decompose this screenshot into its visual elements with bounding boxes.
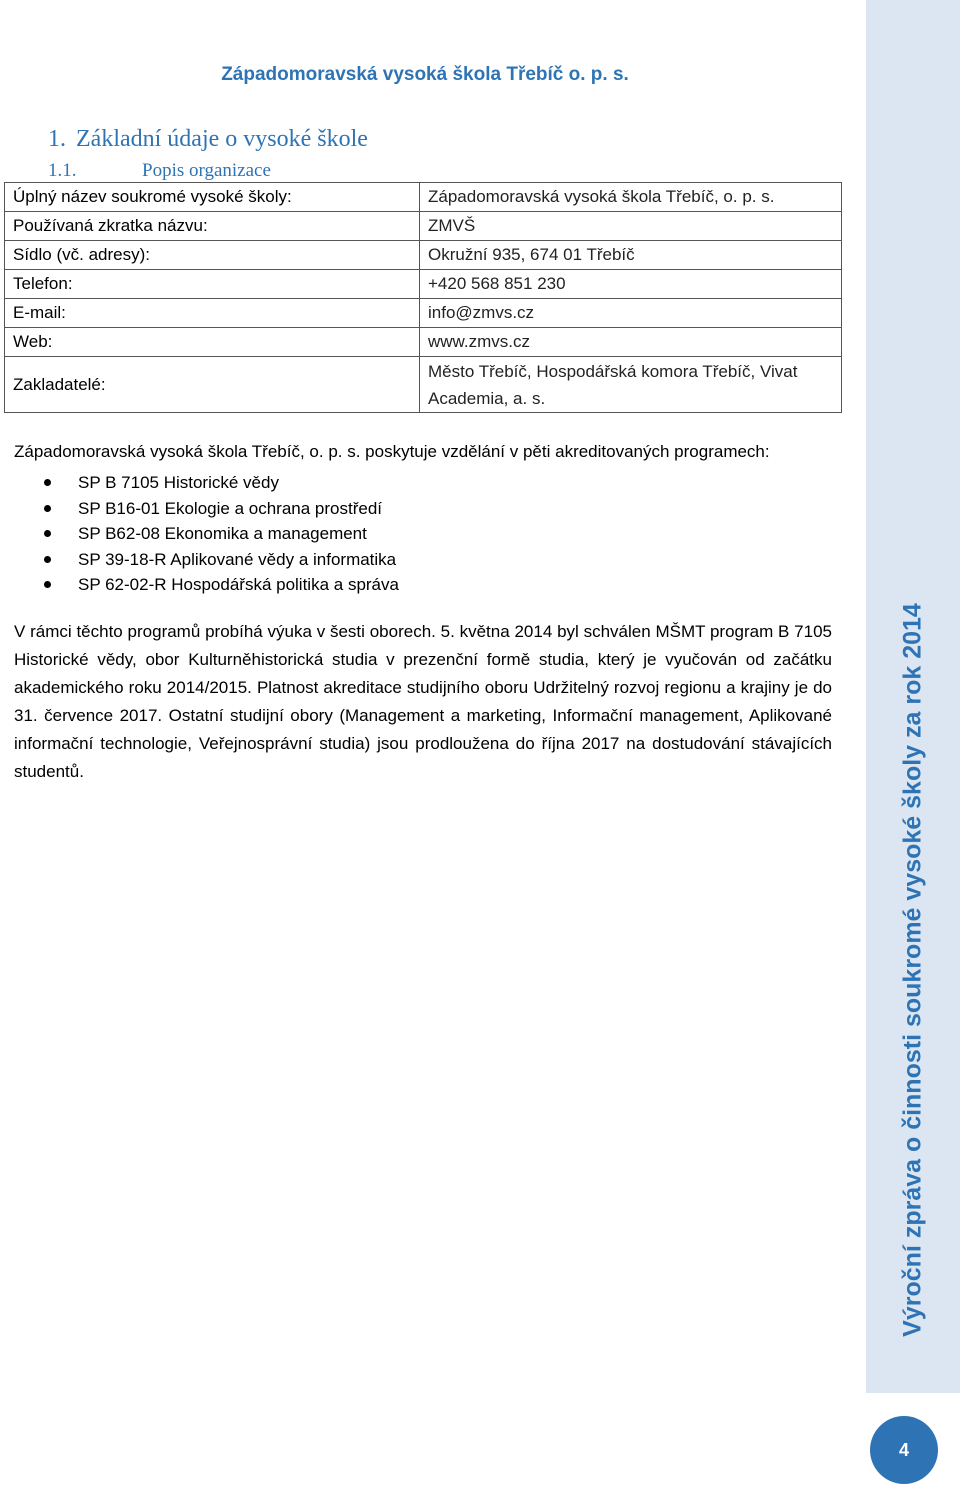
list-item [40,572,399,598]
program-label: SP 62-02-R Hospodářská politika a správa [78,575,399,594]
body-paragraph: V rámci těchto programů probíhá výuka v šesti oborech. 5. května 2014 byl schválen MŠMT program B 7105 Historické vědy, obor Kulturněhistorická studia v prezenční formě studia, který je vyučován od začátku akademického roku 2014/2015. Platnost akreditace studijního oboru Udržitelný rozvoj regionu a krajiny je do 31. července 2017. Ostatní studijní obory (Management a marketing, Informační management, Aplikované informační technologie, Veřejnosprávní studia) jsou prodloužena do října 2017 na dostudování stávajících studentů. [14,622,832,781]
program-label: SP B 7105 Historické vědy [78,473,279,492]
row-value: www.zmvs.cz [420,328,842,357]
bullet-icon [44,479,51,486]
table-row [5,183,842,212]
section-title: Základní údaje o vysoké škole [76,126,368,152]
table-row [5,328,842,357]
intro-text: Západomoravská vysoká škola Třebíč, o. p. s. poskytuje vzdělání v pěti akreditovaných programech: [14,442,770,461]
table-row [5,299,842,328]
row-value: Město Třebíč, Hospodářská komora Třebíč, Vivat Academia, a. s. [420,357,842,413]
bullet-icon [44,581,51,588]
subsection-number: 1.1. [48,160,77,181]
row-label: E-mail: [5,299,420,328]
table-row [5,270,842,299]
row-label: Zakladatelé: [5,357,420,413]
info-table [4,182,842,413]
row-label: Úplný název soukromé vysoké školy: [5,183,420,212]
section-heading [48,126,368,153]
page-number: 4 [870,1416,938,1484]
program-list [40,470,399,598]
table-row [5,241,842,270]
list-item [40,470,399,496]
subsection-title: Popis organizace [142,160,271,181]
bullet-icon [44,556,51,563]
row-value: info@zmvs.cz [420,299,842,328]
row-value: Západomoravská vysoká škola Třebíč, o. p. s. [420,183,842,212]
section-number: 1. [48,126,66,152]
row-label: Sídlo (vč. adresy): [5,241,420,270]
bullet-icon [44,505,51,512]
list-item [40,496,399,522]
row-label: Telefon: [5,270,420,299]
sidebar-title: Výroční zpráva o činnosti soukromé vysoké školy za rok 2014 [898,603,927,1337]
table-row [5,357,842,413]
row-value: ZMVŠ [420,212,842,241]
program-label: SP 39-18-R Aplikované vědy a informatika [78,549,397,569]
list-item [40,521,399,547]
program-label: SP B62-08 Ekonomika a management [78,524,367,543]
row-value: Okružní 935, 674 01 Třebíč [420,241,842,270]
row-label: Používaná zkratka názvu: [5,212,420,241]
page-header: Západomoravská vysoká škola Třebíč o. p. s. [221,64,629,85]
bullet-icon [44,530,51,537]
table-row [5,212,842,241]
row-value: +420 568 851 230 [420,270,842,299]
list-item [40,547,399,573]
program-label: SP B16-01 Ekologie a ochrana prostředí [78,498,382,518]
subsection-heading [48,160,271,182]
row-label: Web: [5,328,420,357]
